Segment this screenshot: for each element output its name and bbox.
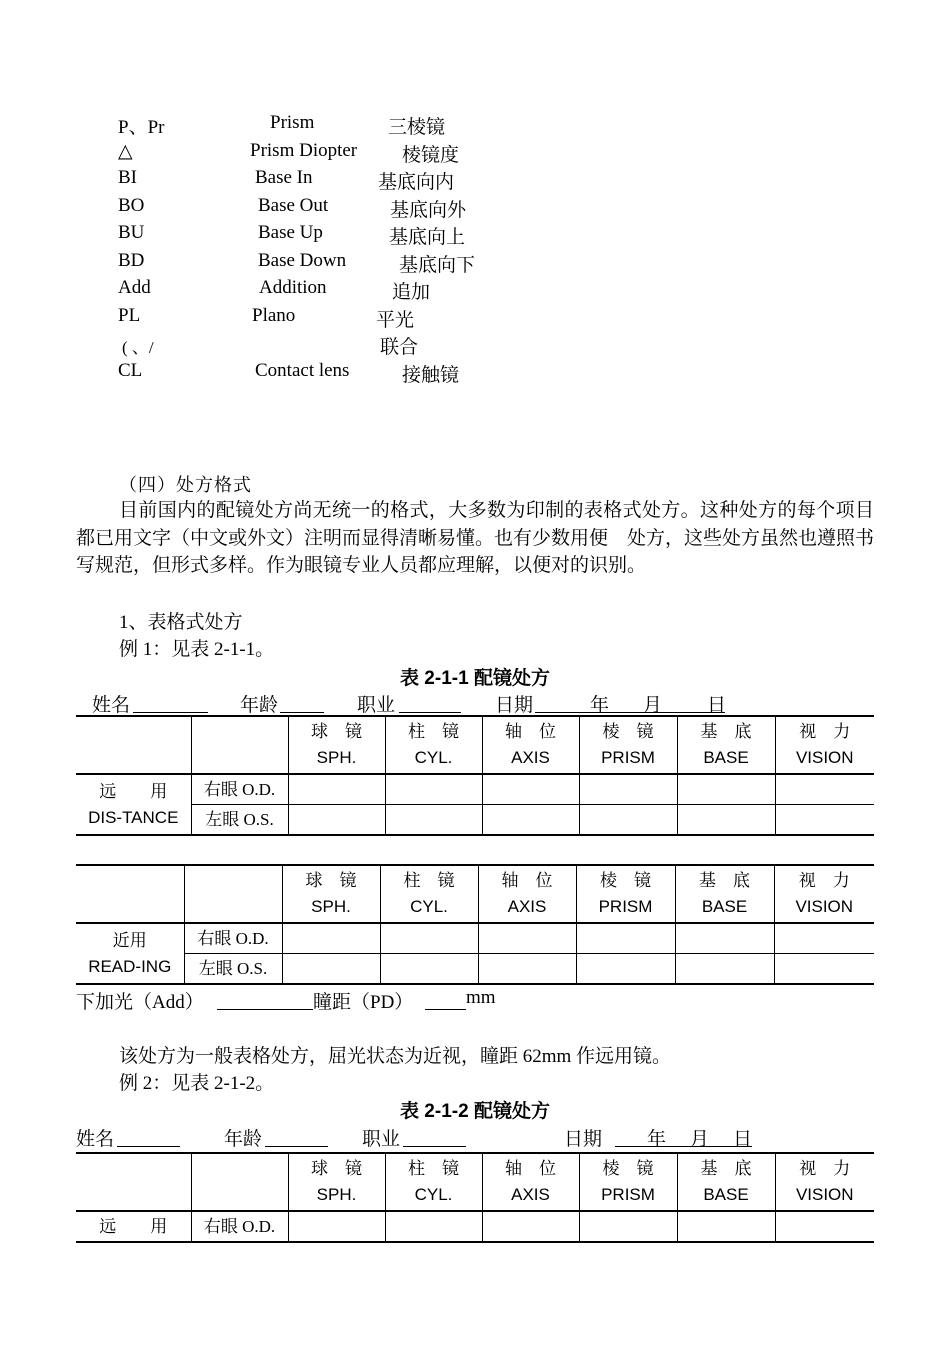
col-prism — [579, 716, 677, 774]
table-cell[interactable] — [385, 1211, 482, 1242]
table-cell[interactable] — [380, 954, 478, 985]
table-cell[interactable] — [482, 1211, 579, 1242]
col-sph — [288, 716, 385, 774]
col-zh: 视 力 — [799, 722, 851, 741]
corner-cell — [76, 865, 184, 923]
abbr-code: BI — [118, 167, 137, 188]
abbr-en: Prism — [270, 112, 315, 133]
pd-unit: mm — [466, 987, 496, 1008]
abbr-zh: 联合 — [380, 337, 419, 358]
col-en: SPH. — [316, 748, 357, 767]
prescription-table-2 — [76, 1152, 874, 1243]
col-en: PRISM — [598, 897, 653, 916]
abbr-zh: 三棱镜 — [388, 117, 446, 138]
abbr-code: △ — [118, 141, 133, 162]
col-en: VISION — [795, 897, 854, 916]
table-1-caption: 表 2-1-1 配镜处方 — [400, 668, 550, 689]
col-en: CYL. — [414, 748, 453, 767]
col-en: BASE — [701, 897, 748, 916]
col-en: BASE — [703, 748, 749, 767]
table-cell[interactable] — [385, 774, 482, 805]
abbr-en: Base Out — [258, 195, 329, 216]
col-base — [675, 865, 774, 923]
col-en: PRISM — [601, 748, 655, 767]
near-label-en: READ-ING — [88, 956, 172, 976]
table-1-note: 该处方为一般表格处方，屈光状态为近视，瞳距 62mm 作远用镜。 — [119, 1046, 672, 1067]
example-1-ref: 例 1：见表 2-1-1。 — [119, 639, 275, 660]
example-2-ref: 例 2：见表 2-1-2。 — [119, 1073, 275, 1094]
abbr-code: P、Pr — [118, 117, 165, 138]
abbr-code: BO — [118, 195, 145, 216]
table-cell[interactable] — [288, 805, 385, 836]
distance-label-en: DIS-TANCE — [88, 807, 179, 827]
month-label: 月 — [690, 1129, 710, 1150]
abbr-zh: 基底向下 — [399, 255, 476, 276]
col-cyl — [380, 865, 478, 923]
col-zh: 视 力 — [798, 871, 850, 890]
corner-cell — [76, 1153, 191, 1211]
col-axis — [478, 865, 576, 923]
col-zh: 球 镜 — [311, 722, 362, 741]
intro-paragraph: 目前国内的配镜处方尚无统一的格式，大多数为印制的表格式处方。这种处方的每个项目都已用文字（中文或外文）注明而显得清晰易懂。也有少数用便 处方，这些处方虽然也遵照书写规范，但形式多样。作为眼镜专业人员都应理解，以便对的识别。 — [76, 500, 875, 576]
table-cell[interactable] — [677, 805, 775, 836]
col-axis — [482, 1153, 579, 1211]
col-vision — [775, 716, 874, 774]
col-base — [677, 1153, 775, 1211]
left-eye-label: 左眼 O.S. — [184, 954, 282, 985]
col-zh: 柱 镜 — [408, 1159, 459, 1178]
prescription-table-near — [76, 864, 874, 985]
abbr-zh: 接触镜 — [402, 365, 460, 386]
abbr-zh: 平光 — [376, 310, 415, 331]
col-zh: 视 力 — [799, 1159, 851, 1178]
table-cell[interactable] — [380, 923, 478, 954]
table-cell[interactable] — [576, 923, 675, 954]
table-cell[interactable] — [482, 774, 579, 805]
table-cell[interactable] — [478, 923, 576, 954]
distance-label-cell: 远 用 — [76, 1211, 191, 1242]
col-zh: 棱 镜 — [602, 722, 654, 741]
section-title: （四）处方格式 — [119, 475, 252, 495]
abbr-en: Base In — [255, 167, 313, 188]
abbr-code: PL — [118, 305, 141, 326]
near-label-zh: 近用 — [112, 930, 147, 950]
col-zh: 基 底 — [700, 722, 752, 741]
col-en: AXIS — [511, 1185, 550, 1204]
col-zh: 基 底 — [699, 871, 750, 890]
col-zh: 球 镜 — [311, 1159, 362, 1178]
col-en: VISION — [795, 748, 854, 767]
add-label: 下加光（Add） — [76, 992, 204, 1013]
name-blank — [117, 1124, 180, 1147]
table-cell[interactable] — [775, 1211, 874, 1242]
eye-header-cell — [184, 865, 282, 923]
table-cell[interactable] — [775, 774, 874, 805]
table-cell[interactable] — [579, 1211, 677, 1242]
table-cell[interactable] — [282, 923, 380, 954]
col-prism — [576, 865, 675, 923]
table-cell[interactable] — [576, 954, 675, 985]
col-zh: 棱 镜 — [600, 871, 651, 890]
abbr-code: Add — [118, 277, 151, 298]
right-eye-label: 右眼 O.D. — [184, 923, 282, 954]
col-cyl — [385, 716, 482, 774]
table-2-caption: 表 2-1-2 配镜处方 — [400, 1101, 550, 1122]
abbr-code: CL — [118, 360, 143, 381]
col-en: SPH. — [316, 1185, 357, 1204]
col-en: PRISM — [601, 1185, 655, 1204]
right-eye-label: 右眼 O.D. — [191, 774, 288, 805]
table-cell[interactable] — [282, 954, 380, 985]
abbr-zh: 棱镜度 — [402, 145, 460, 166]
date-label: 日期 — [564, 1129, 603, 1150]
col-prism — [579, 1153, 677, 1211]
day-label: 日 — [733, 1129, 753, 1150]
col-en: AXIS — [507, 897, 547, 916]
table-cell[interactable] — [675, 923, 774, 954]
col-zh: 球 镜 — [305, 871, 357, 890]
table-cell[interactable] — [774, 923, 874, 954]
day-label: 日 — [707, 695, 727, 716]
abbr-en: Base Up — [258, 222, 323, 243]
table-cell[interactable] — [478, 954, 576, 985]
prescription-table-distance — [76, 715, 874, 836]
col-zh: 柱 镜 — [403, 871, 455, 890]
age-label: 年龄 — [240, 695, 279, 716]
pd-blank — [425, 987, 466, 1010]
abbr-en: Addition — [259, 277, 327, 298]
col-en: CYL. — [414, 1185, 453, 1204]
date-blank — [535, 690, 725, 713]
table-cell[interactable] — [675, 954, 774, 985]
table-cell[interactable] — [775, 805, 874, 836]
table-cell[interactable] — [579, 774, 677, 805]
col-en: BASE — [703, 1185, 749, 1204]
age-label: 年龄 — [224, 1129, 263, 1150]
col-en: SPH. — [311, 897, 351, 916]
distance-label-zh: 远 用 — [99, 781, 168, 801]
eye-header-cell — [191, 716, 288, 774]
age-blank — [265, 1124, 328, 1147]
job-label: 职业 — [357, 695, 396, 716]
col-en: AXIS — [511, 748, 550, 767]
sub-heading: 1、表格式处方 — [119, 612, 243, 633]
col-en: CYL. — [410, 897, 448, 916]
job-label: 职业 — [362, 1129, 401, 1150]
table-cell[interactable] — [288, 1211, 385, 1242]
col-zh: 柱 镜 — [408, 722, 459, 741]
col-zh: 轴 位 — [501, 871, 553, 890]
abbr-code: BD — [118, 250, 145, 271]
corner-cell — [76, 716, 191, 774]
abbr-zh: 基底向内 — [378, 172, 455, 193]
year-label: 年 — [590, 695, 610, 716]
col-cyl — [385, 1153, 482, 1211]
col-en: VISION — [795, 1185, 854, 1204]
abbr-en: Prism Diopter — [250, 140, 358, 161]
eye-header-cell — [191, 1153, 288, 1211]
col-zh: 轴 位 — [505, 1159, 556, 1178]
col-zh: 棱 镜 — [602, 1159, 654, 1178]
abbr-code: ( 、/ — [122, 338, 154, 357]
abbr-code: BU — [118, 222, 145, 243]
table-cell[interactable] — [677, 1211, 775, 1242]
month-label: 月 — [643, 695, 663, 716]
table-cell[interactable] — [579, 805, 677, 836]
table-cell[interactable] — [482, 805, 579, 836]
abbr-en: Contact lens — [255, 360, 350, 381]
abbr-zh: 追加 — [392, 282, 431, 303]
name-label: 姓名 — [92, 695, 131, 716]
name-blank — [133, 690, 208, 713]
near-label-cell — [76, 923, 184, 984]
col-zh: 轴 位 — [505, 722, 556, 741]
col-zh: 基 底 — [700, 1159, 752, 1178]
date-blank — [615, 1124, 752, 1147]
right-eye-label: 右眼 O.D. — [191, 1211, 288, 1242]
abbr-zh: 基底向上 — [389, 227, 466, 248]
add-blank — [217, 987, 313, 1010]
job-blank — [403, 1124, 466, 1147]
table-cell[interactable] — [385, 805, 482, 836]
col-vision — [775, 1153, 874, 1211]
table-cell[interactable] — [288, 774, 385, 805]
name-label: 姓名 — [76, 1129, 115, 1150]
job-blank — [399, 690, 461, 713]
col-base — [677, 716, 775, 774]
date-label: 日期 — [495, 695, 534, 716]
abbr-en: Plano — [252, 305, 296, 326]
distance-label-cell — [76, 774, 191, 835]
col-sph — [288, 1153, 385, 1211]
age-blank — [280, 690, 324, 713]
col-axis — [482, 716, 579, 774]
pd-label: 瞳距（PD） — [313, 992, 414, 1013]
year-label: 年 — [647, 1129, 667, 1150]
col-sph — [282, 865, 380, 923]
col-vision — [774, 865, 874, 923]
abbr-en: Base Down — [258, 250, 347, 271]
abbr-zh: 基底向外 — [390, 200, 467, 221]
left-eye-label: 左眼 O.S. — [191, 805, 288, 836]
table-cell[interactable] — [774, 954, 874, 985]
table-cell[interactable] — [677, 774, 775, 805]
